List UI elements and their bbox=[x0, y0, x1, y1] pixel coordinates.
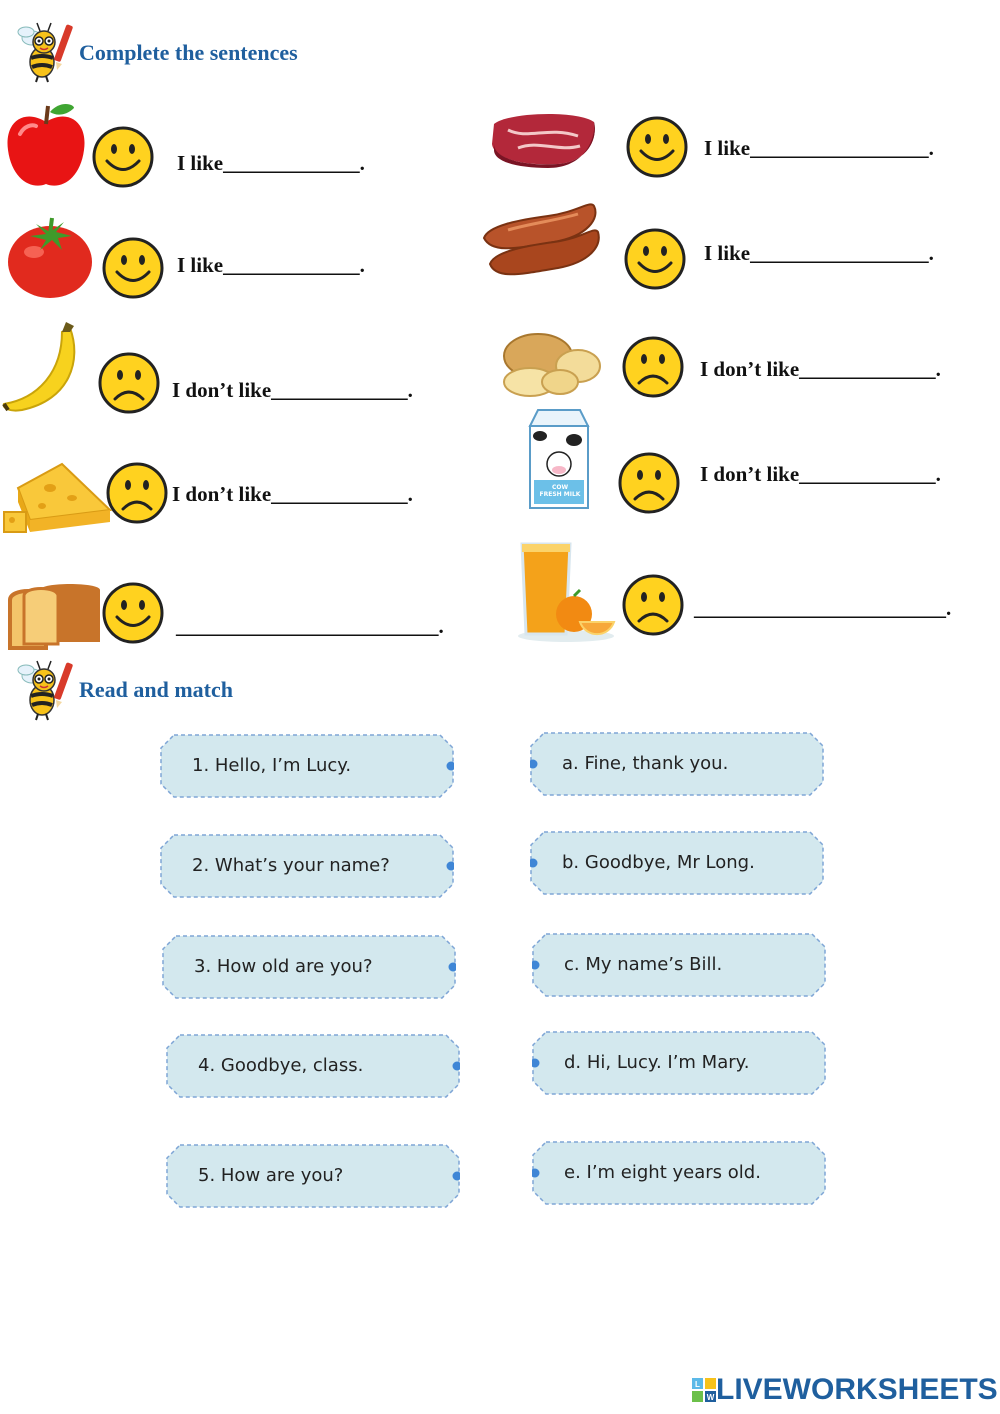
milk-carton-label bbox=[532, 484, 588, 498]
sentence-4[interactable]: I don’t like_____________. bbox=[172, 482, 413, 506]
section-title-complete: Complete the sentences bbox=[79, 40, 298, 65]
bee-pencil-icon bbox=[12, 656, 78, 722]
match-card-text: a. Fine, thank you. bbox=[562, 753, 729, 774]
liveworksheets-logo bbox=[692, 1372, 998, 1408]
sentence-2[interactable]: I like_____________. bbox=[177, 253, 365, 277]
smiley-sad-icon bbox=[98, 352, 160, 414]
match-card-answer-1[interactable] bbox=[530, 732, 824, 796]
sentence-3[interactable]: I don’t like_____________. bbox=[172, 378, 413, 402]
smiley-sad-icon bbox=[106, 462, 168, 524]
smiley-happy-icon bbox=[102, 582, 164, 644]
sentence-5[interactable]: _________________________. bbox=[176, 614, 444, 638]
sentence-6[interactable]: I like_________________. bbox=[704, 136, 934, 160]
bread-icon bbox=[6, 582, 102, 652]
match-card-text: 1. Hello, I’m Lucy. bbox=[192, 755, 352, 776]
logo-letter-w: W bbox=[706, 1393, 715, 1402]
match-card-question-2[interactable] bbox=[160, 834, 454, 898]
milk-label-line-2: FRESH MILK bbox=[539, 491, 581, 498]
match-card-text: 4. Goodbye, class. bbox=[198, 1055, 364, 1076]
smiley-sad-icon bbox=[622, 336, 684, 398]
match-card-text: 2. What’s your name? bbox=[192, 855, 390, 876]
match-card-text: c. My name’s Bill. bbox=[564, 954, 723, 975]
match-card-question-4[interactable] bbox=[166, 1034, 460, 1098]
smiley-sad-icon bbox=[618, 452, 680, 514]
cheese-icon bbox=[2, 458, 114, 536]
match-card-question-1[interactable] bbox=[160, 734, 454, 798]
smiley-happy-icon bbox=[92, 126, 154, 188]
apple-icon bbox=[4, 100, 88, 190]
sentence-10[interactable]: ________________________. bbox=[694, 596, 952, 620]
smiley-happy-icon bbox=[626, 116, 688, 178]
match-card-question-3[interactable] bbox=[162, 935, 456, 999]
sentence-8[interactable]: I don’t like_____________. bbox=[700, 357, 941, 381]
match-card-answer-5[interactable] bbox=[532, 1141, 826, 1205]
tomato-icon bbox=[6, 212, 94, 300]
sentence-7[interactable]: I like_________________. bbox=[704, 241, 934, 265]
sausage-icon bbox=[478, 186, 602, 280]
match-card-text: b. Goodbye, Mr Long. bbox=[562, 852, 755, 873]
match-card-text: 3. How old are you? bbox=[194, 956, 373, 977]
bee-pencil-icon bbox=[12, 18, 78, 84]
meat-icon bbox=[488, 110, 598, 168]
smiley-sad-icon bbox=[622, 574, 684, 636]
logo-letter-l: L bbox=[695, 1380, 700, 1389]
match-card-text: 5. How are you? bbox=[198, 1165, 344, 1186]
orange-juice-icon bbox=[514, 540, 618, 644]
brand-name: LIVEWORKSHEETS bbox=[716, 1373, 998, 1406]
match-card-question-5[interactable] bbox=[166, 1144, 460, 1208]
liveworksheets-logo-icon bbox=[692, 1378, 716, 1402]
match-card-answer-3[interactable] bbox=[532, 933, 826, 997]
milk-label-line-1: COW bbox=[551, 484, 569, 491]
sentence-9[interactable]: I don’t like_____________. bbox=[700, 462, 941, 486]
match-card-text: d. Hi, Lucy. I’m Mary. bbox=[564, 1052, 750, 1073]
section-title-match: Read and match bbox=[79, 677, 234, 702]
smiley-happy-icon bbox=[102, 237, 164, 299]
match-card-text: e. I’m eight years old. bbox=[564, 1162, 761, 1183]
match-card-answer-2[interactable] bbox=[530, 831, 824, 895]
potato-icon bbox=[500, 330, 604, 400]
match-card-answer-4[interactable] bbox=[532, 1031, 826, 1095]
sentence-1[interactable]: I like_____________. bbox=[177, 151, 365, 175]
smiley-happy-icon bbox=[624, 228, 686, 290]
banana-icon bbox=[0, 320, 90, 416]
